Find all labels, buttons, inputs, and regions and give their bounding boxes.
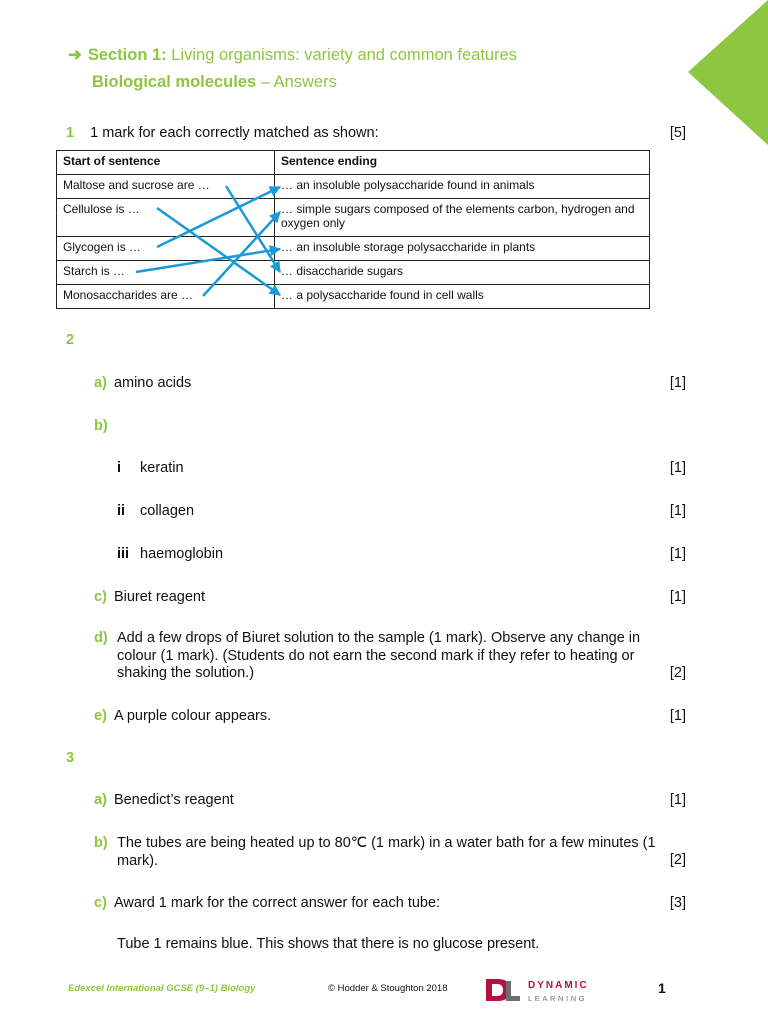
q2e-text: A purple colour appears. — [113, 708, 272, 724]
sentence-start: Starch is … — [57, 261, 275, 285]
q2c-marks: [1] — [669, 589, 686, 605]
q2b-i-line — [117, 460, 184, 476]
dynamic-learning-logo — [484, 975, 600, 1005]
topic-heading — [92, 73, 337, 92]
q2c-line — [94, 589, 205, 605]
q2b-label: b) — [94, 418, 108, 434]
sentence-end: … an insoluble storage polysaccharide in plants — [275, 237, 650, 261]
sentence-end: … simple sugars composed of the elements carbon, hydrogen and oxygen only — [275, 199, 650, 237]
q1-marks: [5] — [669, 125, 686, 141]
sentence-start: Maltose and sucrose are … — [57, 175, 275, 199]
q3c-label: c) — [94, 895, 107, 911]
section-label: Section 1: — [87, 46, 167, 64]
section-heading — [68, 45, 517, 65]
table-row — [57, 285, 650, 309]
section-title: Living organisms: variety and common features — [171, 46, 518, 64]
q2e-line — [94, 708, 271, 724]
logo-l-shape — [506, 981, 520, 1001]
q2d-label: d) — [94, 630, 108, 646]
q3b-marks: [2] — [669, 852, 686, 868]
footer-copyright: © Hodder & Stoughton 2018 — [328, 983, 448, 994]
q3c-marks: [3] — [669, 895, 686, 911]
q2-number: 2 — [66, 332, 75, 348]
topic-title: Biological molecules — [92, 73, 257, 91]
corner-triangle-decoration — [688, 0, 768, 145]
q3a-text: Benedict’s reagent — [113, 792, 234, 808]
arrow-right-icon: ➜ — [68, 46, 82, 64]
q3b-text: The tubes are being heated up to 80℃ (1 mark) in a water bath for a few minutes (1 mark). — [117, 835, 656, 869]
logo-dynamic-text: DYNAMIC — [528, 980, 589, 991]
sentence-end: … a polysaccharide found in cell walls — [275, 285, 650, 309]
q2a-text: amino acids — [113, 375, 192, 391]
logo-learning-text: LEARNING — [528, 994, 588, 1003]
footer-book-title: Edexcel International GCSE (9–1) Biology — [68, 983, 256, 994]
q2a-line — [94, 375, 191, 391]
table-row — [57, 237, 650, 261]
q3c-text: Award 1 mark for the correct answer for each tube: — [113, 895, 441, 911]
q2b-iii-line — [117, 546, 223, 562]
q1-text: 1 mark for each correctly matched as shown: — [90, 125, 379, 141]
table-row — [57, 175, 650, 199]
table-header-end: Sentence ending — [275, 151, 650, 175]
q1-number: 1 — [66, 125, 75, 141]
roman-numeral: iii — [117, 546, 130, 562]
q3a-label: a) — [94, 792, 107, 808]
q3-number: 3 — [66, 750, 75, 766]
q3b-label: b) — [94, 835, 108, 851]
table-header-start: Start of sentence — [57, 151, 275, 175]
sentence-start: Cellulose is … — [57, 199, 275, 237]
q2e-marks: [1] — [669, 708, 686, 724]
roman-numeral: ii — [117, 503, 126, 519]
page-number: 1 — [658, 980, 666, 996]
topic-suffix: – Answers — [260, 73, 337, 91]
q3-tube1-text: Tube 1 remains blue. This shows that there is no glucose present. — [117, 936, 540, 952]
roman-numeral: i — [117, 460, 122, 476]
q2a-label: a) — [94, 375, 107, 391]
table-row — [57, 261, 650, 285]
q2b-i-text: keratin — [140, 460, 184, 476]
q2b-ii-line — [117, 503, 194, 519]
q3a-marks: [1] — [669, 792, 686, 808]
matching-table — [56, 150, 650, 309]
q2b-ii-marks: [1] — [669, 503, 686, 519]
table-row — [57, 199, 650, 237]
sentence-end: … an insoluble polysaccharide found in animals — [275, 175, 650, 199]
q2e-label: e) — [94, 708, 107, 724]
sentence-start: Monosaccharides are … — [57, 285, 275, 309]
sentence-start: Glycogen is … — [57, 237, 275, 261]
q2c-text: Biuret reagent — [113, 589, 206, 605]
q2c-label: c) — [94, 589, 107, 605]
q2b-ii-text: collagen — [140, 503, 195, 519]
q3a-line — [94, 792, 234, 808]
q2b-iii-marks: [1] — [669, 546, 686, 562]
q2b-i-marks: [1] — [669, 460, 686, 476]
q2d-marks: [2] — [669, 665, 686, 681]
q2b-iii-text: haemoglobin — [140, 546, 224, 562]
q2d-text: Add a few drops of Biuret solution to the sample (1 mark). Observe any change in colour (1 mark). (Students do not earn the second mark if they refer to heating or shaking the solution.) — [117, 630, 641, 681]
q1-line — [66, 125, 379, 141]
q2a-marks: [1] — [669, 375, 686, 391]
sentence-end: … disaccharide sugars — [275, 261, 650, 285]
q3c-line — [94, 895, 440, 911]
